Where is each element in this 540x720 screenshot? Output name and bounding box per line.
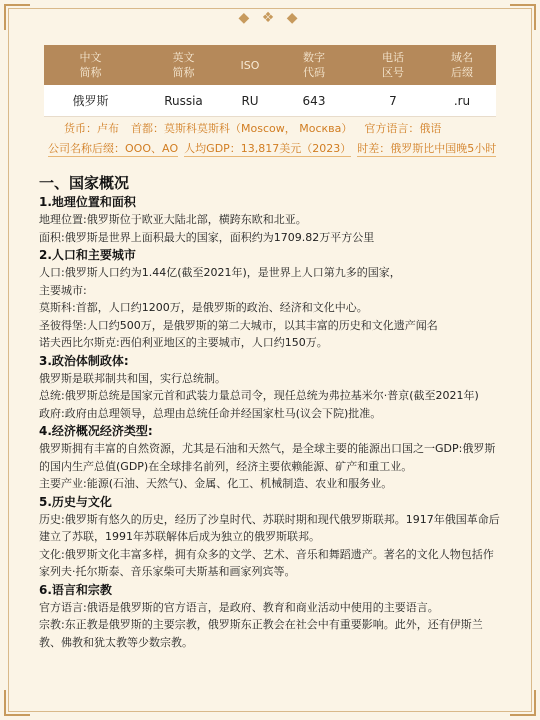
info-gdp: 人均GDP：13,817美元（2023） (184, 142, 352, 155)
table-header-row (44, 45, 496, 85)
info-language: 官方语言：俄语 (364, 122, 442, 135)
info-row-1 (64, 121, 540, 136)
paragraph: 面积:俄罗斯是世界上面积最大的国家，面积约为1709.82万平方公里 (39, 230, 375, 244)
info-timezone: 时差：俄罗斯比中国晚5小时 (357, 142, 497, 155)
paragraph: 俄罗斯是联邦制共和国，实行总统制。 (39, 371, 226, 385)
cell-cn-short: 俄罗斯 (44, 85, 137, 117)
corner-ornament-icon (510, 690, 536, 716)
paragraph: 主要产业:能源(石油、天然气)、金属、化工、机械制造、农业和服务业。 (39, 477, 393, 490)
heading-geography: 1.地理位置和面积 (39, 195, 136, 209)
paragraph: 总统:俄罗斯总统是国家元首和武装力量总司令，现任总统为弗拉基米尔·普京(截至2021年) (39, 389, 479, 402)
info-company-suffix: 公司名称后缀：ООО、АО (48, 142, 179, 155)
table-row (44, 85, 496, 117)
paragraph: 圣彼得堡:人口约500万，是俄罗斯的第二大城市，以其丰富的历史和文化遗产闻名 (39, 318, 438, 332)
paragraph: 人口:俄罗斯人口约为1.44亿(截至2021年)，是世界上人口第九多的国家， (39, 266, 401, 279)
cell-numeric-code: 643 (270, 85, 358, 117)
paragraph: 俄罗斯拥有丰富的自然资源，尤其是石油和天然气，是全球主要的能源出口国之一GDP:俄罗斯的国内生产总值(GDP)在全球排名前列，经济主要依赖能源、矿产和重工业。 (39, 442, 496, 473)
heading-history: 5.历史与文化 (39, 494, 112, 509)
paragraph: 政府:政府由总理领导，总理由总统任命并经国家杜马(议会下院)批准。 (39, 406, 382, 420)
cell-domain: .ru (428, 85, 496, 117)
heading-economy: 4.经济概况经济类型: (39, 424, 153, 438)
header-phone-code: 电话 区号 (358, 45, 428, 85)
info-row-2 (48, 141, 540, 157)
cell-iso: RU (230, 85, 270, 117)
paragraph: 官方语言:俄语是俄罗斯的官方语言，是政府、教育和商业活动中使用的主要语言。 (39, 600, 439, 614)
paragraph: 主要城市: (39, 283, 87, 297)
header-cn-short: 中文 简称 (44, 45, 137, 85)
paragraph: 文化:俄罗斯文化丰富多样，拥有众多的文学、艺术、音乐和舞蹈遗产。著名的文化人物包括作家列夫·托尔斯泰、音乐家柴可夫斯基和画家列宾等。 (39, 547, 494, 578)
paragraph: 诺夫西比尔斯克:西伯利亚地区的主要城市，人口约150万。 (39, 336, 328, 349)
info-currency: 货币：卢布 (64, 122, 119, 135)
paragraph: 莫斯科:首都，人口约1200万，是俄罗斯的政治、经济和文化中心。 (39, 301, 368, 314)
country-overview (39, 173, 504, 651)
header-numeric-code: 数字 代码 (270, 45, 358, 85)
cell-phone-code: 7 (358, 85, 428, 117)
info-capital: 首都：莫斯科莫斯科（Moscow， Москва） (131, 122, 353, 135)
heading-population: 2.人口和主要城市 (39, 248, 136, 262)
paragraph: 地理位置:俄罗斯位于欧亚大陆北部，横跨东欧和北亚。 (39, 213, 307, 226)
corner-ornament-icon (4, 690, 30, 716)
header-en-short: 英文 简称 (137, 45, 230, 85)
ornament-top-icon: ◆ ❖ ◆ (238, 10, 302, 26)
page-content (0, 45, 540, 651)
paragraph: 宗教:东正教是俄罗斯的主要宗教，俄罗斯东正教会在社会中有重要影响。此外，还有伊斯兰教、佛教和犹太教等少数宗教。 (39, 618, 483, 649)
paragraph: 历史:俄罗斯有悠久的历史，经历了沙皇时代、苏联时期和现代俄罗斯联邦。1917年俄国革命后建立了苏联，1991年苏联解体后成为独立的俄罗斯联邦。 (39, 512, 500, 543)
section-title: 一、国家概况 (39, 174, 130, 192)
header-iso: ISO (230, 45, 270, 85)
country-table (44, 45, 496, 117)
heading-politics: 3.政治体制政体: (39, 353, 129, 368)
cell-en-short: Russia (137, 85, 230, 117)
header-domain: 域名 后缀 (428, 45, 496, 85)
heading-language: 6.语言和宗教 (39, 582, 112, 597)
